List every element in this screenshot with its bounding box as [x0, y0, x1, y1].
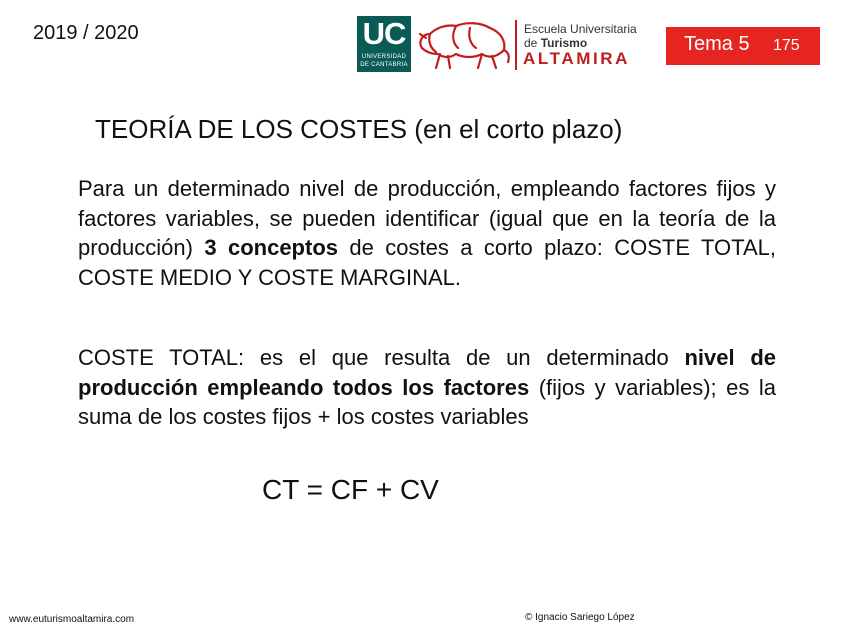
cost-formula: CT = CF + CV: [262, 474, 439, 505]
school-line2-bold: Turismo: [540, 36, 588, 50]
topic-badge: [666, 27, 820, 65]
uc-logo-line1: UNIVERSIDAD: [361, 54, 407, 60]
total-cost-text-bold: nivel de producción empleando todos los factores: [78, 345, 777, 400]
uc-logo: [357, 16, 411, 72]
uc-logo-letters: UC: [362, 16, 406, 51]
footer-copyright: © Ignacio Sariego López: [525, 612, 635, 623]
intro-paragraph: [78, 174, 776, 292]
total-cost-paragraph: [78, 343, 776, 432]
school-line2-prefix: de: [524, 36, 538, 50]
intro-text-end: de costes a corto plazo: COSTE TOTAL, COSTE MEDIO Y COSTE MARGINAL.: [78, 235, 776, 290]
intro-text-start: Para un determinado nivel de producción, empleando factores fijos y factores variables, se pueden identificar (igual que en la teoría de la producción): [78, 176, 776, 260]
bison-logo-icon: [416, 18, 512, 72]
school-name: ALTAMIRA: [523, 49, 631, 68]
intro-text-bold: 3 conceptos: [204, 235, 338, 260]
slide-title: TEORÍA DE LOS COSTES (en el corto plazo): [95, 114, 623, 144]
uc-logo-line2: DE CANTABRIA: [360, 62, 408, 68]
total-cost-text-start: COSTE TOTAL: es el que resulta de un determinado: [78, 345, 685, 370]
school-line1: Escuela Universitaria: [524, 22, 637, 36]
school-line2: [524, 36, 587, 50]
footer-url: www.euturismoaltamira.com: [9, 614, 135, 625]
total-cost-text-end: (fijos y variables); es la suma de los costes fijos + los costes variables: [78, 374, 776, 429]
logo-divider: [515, 20, 517, 70]
course-year: 2019 / 2020: [33, 22, 139, 44]
topic-label: Tema 5: [684, 33, 750, 55]
page-number: 175: [773, 37, 800, 54]
